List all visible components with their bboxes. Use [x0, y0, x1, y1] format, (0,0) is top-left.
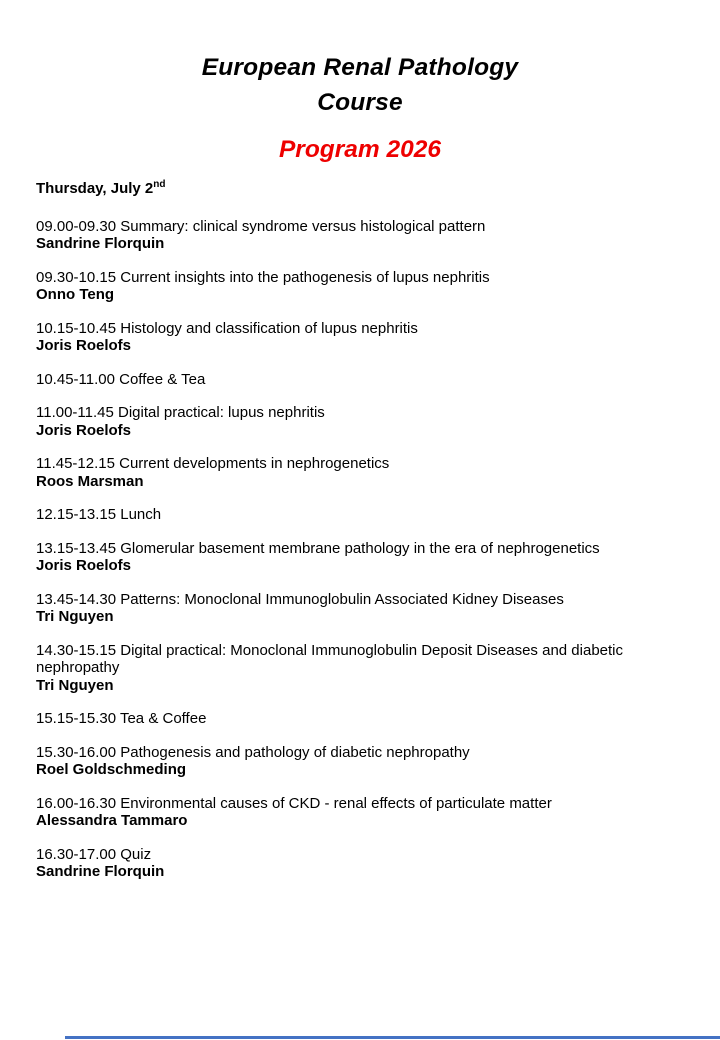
- schedule-entry: [36, 218, 700, 253]
- schedule-entry: [36, 540, 700, 575]
- session-line: 11.00-11.45 Digital practical: lupus nephritis: [36, 404, 325, 421]
- schedule-entry: [36, 710, 700, 728]
- speaker-name: Roel Goldschmeding: [36, 761, 187, 778]
- schedule-entry: [36, 591, 700, 626]
- session-line: 11.45-12.15 Current developments in nephrogenetics: [36, 455, 390, 472]
- document-header: [0, 0, 720, 167]
- speaker-name: Roos Marsman: [36, 472, 144, 490]
- session-line: 12.15-13.15 Lunch: [36, 506, 162, 523]
- program-subtitle: Program 2026: [278, 136, 442, 163]
- speaker-name: Alessandra Tammaro: [36, 812, 188, 829]
- speaker-name: Joris Roelofs: [36, 421, 132, 439]
- day-heading-text: Thursday, July 2: [36, 180, 154, 197]
- schedule-entry: [36, 455, 700, 490]
- schedule-entries: [36, 218, 700, 881]
- schedule-entry: [36, 506, 700, 524]
- speaker-name: Sandrine Florquin: [36, 863, 165, 880]
- schedule-entry: [36, 846, 700, 881]
- day-heading: [36, 180, 700, 198]
- session-line: 15.30-16.00 Pathogenesis and pathology of diabetic nephropathy: [36, 743, 470, 761]
- schedule-entry: [36, 269, 700, 304]
- schedule-entry: [36, 320, 700, 355]
- day-heading-ordinal-suffix: nd: [153, 179, 166, 190]
- schedule-entry: [36, 371, 700, 389]
- speaker-name: Joris Roelofs: [36, 557, 132, 574]
- session-line: 10.45-11.00 Coffee & Tea: [36, 370, 206, 388]
- footer-rule: [65, 1036, 720, 1039]
- session-line: 14.30-15.15 Digital practical: Monoclonal Immunoglobulin Deposit Diseases and diabetic nephropathy: [36, 641, 623, 676]
- page-title: [0, 50, 720, 120]
- session-line: 16.00-16.30 Environmental causes of CKD - renal effects of particulate matter: [36, 794, 552, 812]
- session-line: 09.30-10.15 Current insights into the pathogenesis of lupus nephritis: [36, 268, 490, 286]
- session-line: 09.00-09.30 Summary: clinical syndrome versus histological pattern: [36, 217, 486, 235]
- session-line: 13.45-14.30 Patterns: Monoclonal Immunoglobulin Associated Kidney Diseases: [36, 590, 564, 608]
- session-line: 15.15-15.30 Tea & Coffee: [36, 710, 207, 727]
- schedule-entry: [36, 404, 700, 439]
- schedule-entry: [36, 642, 700, 695]
- schedule-section: [0, 180, 720, 881]
- speaker-name: Sandrine Florquin: [36, 235, 165, 252]
- schedule-entry: [36, 744, 700, 779]
- speaker-name: Onno Teng: [36, 286, 115, 303]
- page-title-line1: European Renal Pathology: [201, 54, 519, 81]
- page-title-line2: Course: [317, 89, 403, 116]
- session-line: 16.30-17.00 Quiz: [36, 845, 152, 863]
- speaker-name: Tri Nguyen: [36, 608, 114, 625]
- schedule-entry: [36, 795, 700, 830]
- session-line: 10.15-10.45 Histology and classification of lupus nephritis: [36, 319, 418, 337]
- session-line: 13.15-13.45 Glomerular basement membrane pathology in the era of nephrogenetics: [36, 539, 600, 557]
- speaker-name: Joris Roelofs: [36, 337, 132, 354]
- speaker-name: Tri Nguyen: [36, 676, 114, 694]
